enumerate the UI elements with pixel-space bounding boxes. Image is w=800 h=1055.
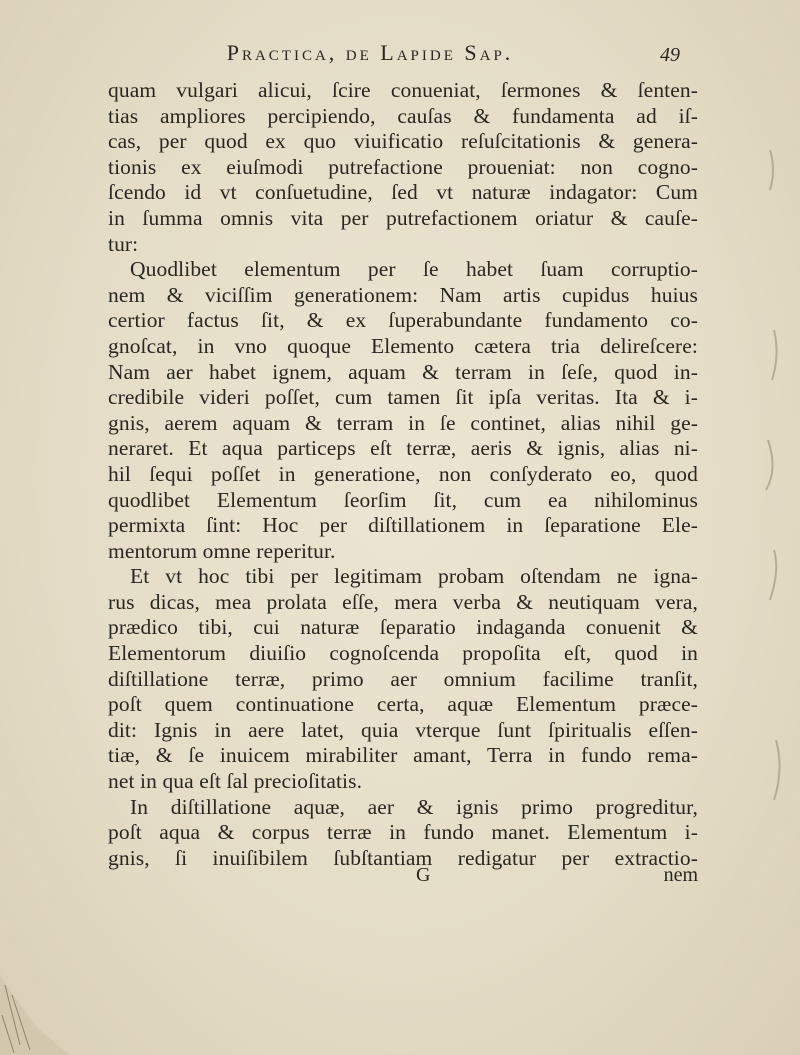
corner-stain [0, 915, 120, 1055]
text-line: Elementorum diuiſio cognoſcenda propoſita eſt, quod in [108, 641, 698, 666]
text-line: nem & viciſſim generationem: Nam artis cupidus huius [108, 282, 698, 307]
text-line: diſtillatione terræ, primo aer omnium facilime tranſit, [108, 666, 698, 691]
text-line: In diſtillatione aquæ, aer & ignis primo progreditur, [130, 794, 698, 819]
text-line: credibile videri poſſet, cum tamen ſit ipſa veritas. Ita & i- [108, 385, 698, 410]
text-line: gnis, ſi inuiſibilem ſubſtantiam redigatur per extractio- [108, 845, 698, 870]
text-line: gnoſcat, in vno quoque Elemento cætera tria delireſcere: [108, 333, 698, 358]
text-line: Et vt hoc tibi per legitimam probam oſtendam ne igna- [130, 564, 698, 589]
text-line: certior factus ſit, & ex ſuperabundante fundamento co- [108, 308, 698, 333]
text-line: tias ampliores percipiendo, cauſas & fundamenta ad iſ- [108, 103, 698, 128]
text-line: Nam aer habet ignem, aquam & terram in ſeſe, quod in- [108, 359, 698, 384]
text-line: hil ſequi poſſet in generatione, non conſyderato eo, quod [108, 461, 698, 486]
text-line: cas, per quod ex quo viuificatio reſuſcitationis & genera- [108, 129, 698, 154]
text-line: prædico tibi, cui naturæ ſeparatio indaganda conuenit & [108, 615, 698, 640]
text-line: poſt quem continuatione certa, aquæ Elementum præce- [108, 692, 698, 717]
text-line: tionis ex eiuſmodi putrefactione proueniat: non cogno- [108, 154, 698, 179]
body-text [108, 78, 698, 871]
text-line: quam vulgari alicui, ſcire conueniat, ſermones & ſenten- [108, 78, 698, 102]
text-line: dit: Ignis in aere latet, quia vterque ſunt ſpiritualis eſſen- [108, 717, 698, 742]
text-line: tiæ, & ſe inuicem mirabiliter amant, Terra in fundo rema- [108, 743, 698, 768]
running-head: Practica, de Lapide Sap. [226, 40, 514, 65]
text-line: rus dicas, mea prolata eſſe, mera verba & neutiquam vera, [108, 589, 698, 614]
text-line: net in qua eſt ſal precioſitatis. [108, 769, 363, 794]
text-line: permixta ſint: Hoc per diſtillationem in ſeparatione Ele- [108, 513, 698, 538]
bleed-through-marks [670, 130, 800, 830]
text-line: ſcendo id vt conſuetudine, ſed vt naturæ indagator: Cum [108, 180, 698, 205]
text-line: quodlibet Elementum ſeorſim ſit, cum ea nihilominus [108, 487, 698, 512]
text-line: Quodlibet elementum per ſe habet ſuam corruptio- [130, 257, 698, 282]
signature-mark: G [416, 864, 431, 886]
catchword: nem [663, 864, 698, 886]
text-line: neraret. Et aqua particeps eſt terræ, aeris & ignis, alias ni- [108, 436, 698, 461]
text-line: mentorum omne reperitur. [108, 538, 336, 563]
text-line: gnis, aerem aquam & terram in ſe continet, alias nihil ge- [108, 410, 698, 435]
text-line: poſt aqua & corpus terræ in fundo manet. Elementum i- [108, 820, 698, 845]
text-line: in ſumma omnis vita per putrefactionem oriatur & cauſe- [108, 205, 698, 230]
page-number: 49 [660, 44, 680, 66]
text-line: tur: [108, 231, 139, 256]
page-header [120, 40, 680, 72]
page-footer [108, 864, 698, 890]
